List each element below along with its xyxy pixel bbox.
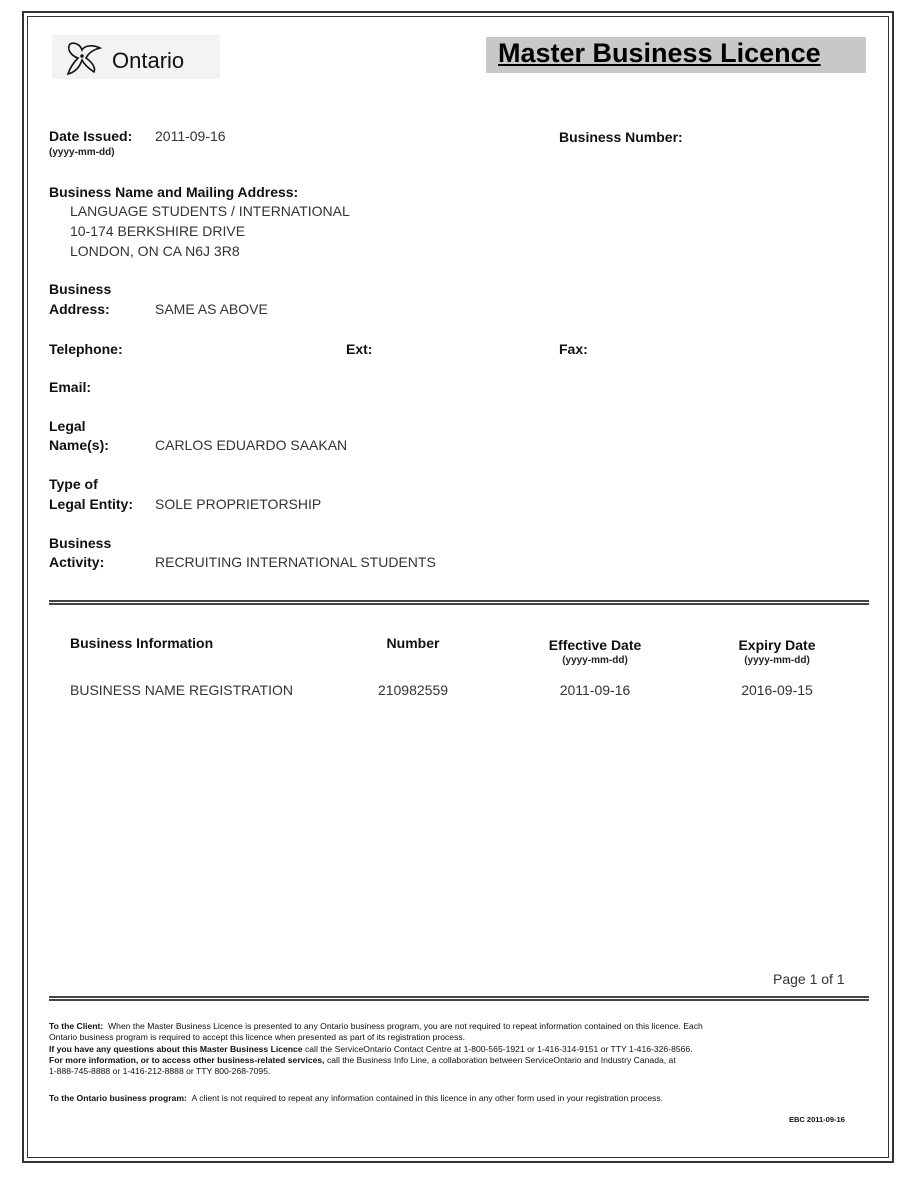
address-line-2: 10-174 BERKSHIRE DRIVE [70, 223, 246, 239]
footer-program-line [49, 1093, 663, 1104]
trillium-icon [58, 38, 108, 78]
col-header-number: Number [386, 635, 440, 651]
date-issued-format: (yyyy-mm-dd) [49, 147, 115, 158]
form-code: EBC 2011-09-16 [789, 1115, 845, 1124]
col-header-effective-format: (yyyy-mm-dd) [562, 655, 628, 666]
activity-value: RECRUITING INTERNATIONAL STUDENTS [155, 554, 436, 570]
business-address-label-2: Address: [49, 301, 110, 317]
row-number: 210982559 [377, 682, 449, 698]
legal-names-label-2: Name(s): [49, 437, 109, 453]
ext-label: Ext: [346, 341, 373, 357]
logo-text: Ontario [112, 48, 185, 73]
fax-label: Fax: [559, 341, 588, 357]
document-title: Master Business Licence [498, 38, 821, 68]
name-address-label: Business Name and Mailing Address: [49, 184, 299, 200]
table-top-divider [49, 600, 869, 605]
legal-names-value: CARLOS EDUARDO SAAKAN [155, 437, 348, 453]
footer-client-line-1 [49, 1021, 703, 1032]
footer-client-line-2: Ontario business program is required to accept this licence when presented as part of its registration process. [49, 1032, 466, 1042]
questions-bold: If you have any questions about this Master Business Licence [49, 1044, 303, 1054]
program-text: A client is not required to repeat any information contained in this licence in any other form used in your registration process. [191, 1093, 664, 1103]
col-header-info: Business Information [70, 635, 214, 651]
more-info-text: call the Business Info Line, a collaboration between ServiceOntario and Industry Canada, at [326, 1055, 676, 1065]
business-number-label: Business Number: [559, 129, 683, 145]
legal-entity-label-2: Legal Entity: [49, 496, 134, 512]
activity-label-1: Business [49, 535, 112, 551]
date-issued-label: Date Issued: [49, 128, 133, 144]
row-expiry: 2016-09-15 [741, 682, 813, 698]
more-info-bold: For more information, or to access other business-related services, [49, 1055, 325, 1065]
row-effective: 2011-09-16 [559, 682, 631, 698]
questions-text: call the ServiceOntario Contact Centre at 1-800-565-1921 or 1-416-314-9151 or TTY 1-416-326-8566. [304, 1044, 693, 1054]
footer-divider [49, 996, 869, 1001]
activity-label-2: Activity: [49, 554, 105, 570]
email-label: Email: [49, 379, 92, 395]
business-address-value: SAME AS ABOVE [155, 301, 268, 317]
col-header-expiry: Expiry Date [738, 637, 816, 653]
col-header-effective: Effective Date [548, 637, 642, 653]
program-label: To the Ontario business program: [49, 1093, 187, 1103]
client-text-1: When the Master Business Licence is presented to any Ontario business program, you are not required to repeat information contained on this licence. Each [108, 1021, 703, 1031]
address-line-3: LONDON, ON CA N6J 3R8 [70, 243, 240, 259]
footer-questions-line [49, 1044, 693, 1055]
ontario-logo [52, 35, 220, 79]
address-line-1: LANGUAGE STUDENTS / INTERNATIONAL [70, 203, 350, 219]
table-row [0, 682, 918, 702]
row-info: BUSINESS NAME REGISTRATION [70, 682, 293, 698]
date-issued-value: 2011-09-16 [155, 128, 226, 144]
legal-names-label-1: Legal [49, 418, 86, 434]
footer-more-info-line-2: 1-888-745-8888 or 1-416-212-8888 or TTY 800-268-7095. [49, 1066, 271, 1076]
page-number: Page 1 of 1 [773, 971, 845, 987]
legal-entity-label-1: Type of [49, 476, 98, 492]
business-address-label-1: Business [49, 281, 112, 297]
client-label: To the Client: [49, 1021, 104, 1031]
telephone-label: Telephone: [49, 341, 123, 357]
col-header-expiry-format: (yyyy-mm-dd) [744, 655, 810, 666]
footer-more-info-line [49, 1055, 676, 1066]
legal-entity-value: SOLE PROPRIETORSHIP [155, 496, 322, 512]
title-box [486, 37, 866, 73]
